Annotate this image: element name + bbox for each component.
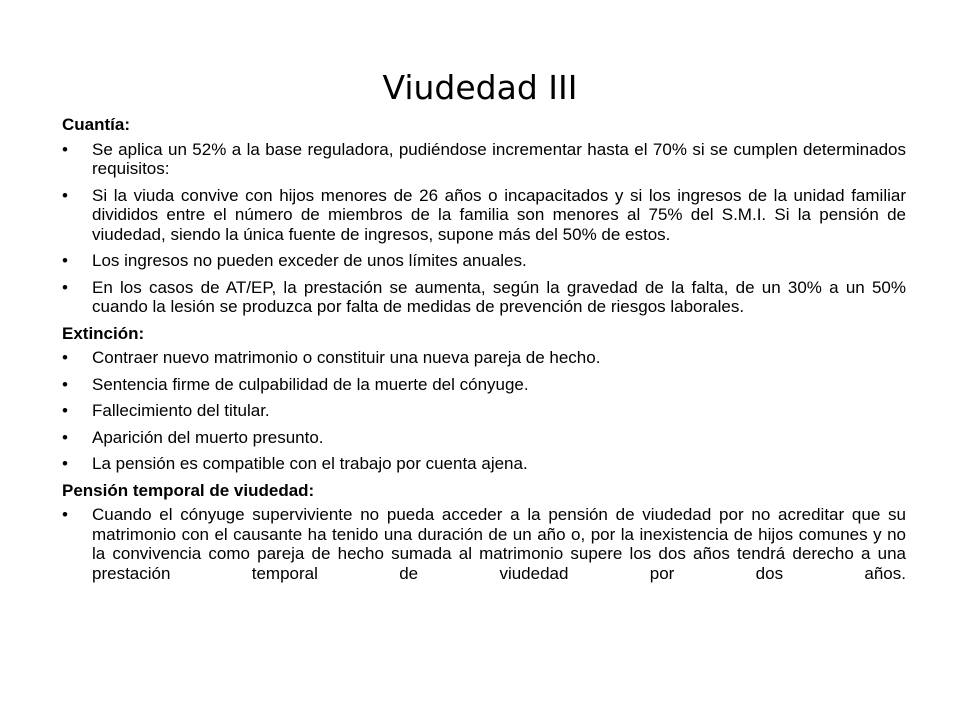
list-item xyxy=(62,375,906,395)
list-item-text: Se aplica un 52% a la base reguladora, pudiéndose incrementar hasta el 70% si se cumplen determinados requisitos: xyxy=(92,139,906,178)
section-heading-extincion: Extinción: xyxy=(62,323,145,343)
bullet-list-extincion xyxy=(62,348,906,474)
list-item xyxy=(62,278,906,317)
list-item xyxy=(62,251,906,271)
list-item-text: En los casos de AT/EP, la prestación se aumenta, según la gravedad de la falta, de un 30% a un 50% cuando la lesión se produzca por falta de medidas de prevención de riesgos laborales. xyxy=(92,277,906,316)
bullet-icon: • xyxy=(62,401,68,420)
list-item-text: La pensión es compatible con el trabajo por cuenta ajena. xyxy=(92,454,528,473)
list-item xyxy=(62,454,906,474)
list-item xyxy=(62,505,906,583)
bullet-icon: • xyxy=(62,277,68,297)
list-item xyxy=(62,401,906,421)
bullet-list-cuantia xyxy=(62,140,906,317)
section-heading-pension-temporal: Pensión temporal de viudedad: xyxy=(62,480,315,500)
list-item-text: Sentencia firme de culpabilidad de la muerte del cónyuge. xyxy=(92,374,529,394)
bullet-icon: • xyxy=(62,139,68,159)
list-item-text: Si la viuda convive con hijos menores de 26 años o incapacitados y si los ingresos de la unidad familiar divididos entre el número de miembros de la familia son menores al 75% del S.M.I. Si la pensión de viudedad, siendo la única fuente de ingresos, supone más del 50% de estos. xyxy=(92,185,906,244)
bullet-icon: • xyxy=(62,348,68,367)
bullet-icon: • xyxy=(62,454,68,473)
slide-content xyxy=(62,115,906,590)
list-item-text: Aparición del muerto presunto. xyxy=(92,427,324,447)
list-item-text: Fallecimiento del titular. xyxy=(92,401,270,420)
list-item xyxy=(62,140,906,179)
bullet-icon: • xyxy=(62,374,68,394)
bullet-icon: • xyxy=(62,427,68,447)
list-item xyxy=(62,186,906,245)
list-item-text: Los ingresos no pueden exceder de unos límites anuales. xyxy=(92,251,527,270)
bullet-icon: • xyxy=(62,185,68,205)
list-item xyxy=(62,348,906,368)
list-item-text: Cuando el cónyuge superviviente no pueda acceder a la pensión de viudedad por no acreditar que su matrimonio con el causante ha tenido una duración de un año o, por la inexistencia de hijos comunes y no la convivencia como pareja de hecho sumada al matrimonio supere los dos años tendrá derecho a una prestación temporal de viudedad por dos años. xyxy=(92,505,906,583)
bullet-icon: • xyxy=(62,505,68,524)
section-heading-cuantia: Cuantía: xyxy=(62,115,130,134)
slide-title: Viudedad III xyxy=(382,68,578,107)
bullet-list-pension-temporal xyxy=(62,505,906,583)
list-item-text: Contraer nuevo matrimonio o constituir una nueva pareja de hecho. xyxy=(92,348,601,367)
list-item xyxy=(62,428,906,448)
bullet-icon: • xyxy=(62,251,68,270)
